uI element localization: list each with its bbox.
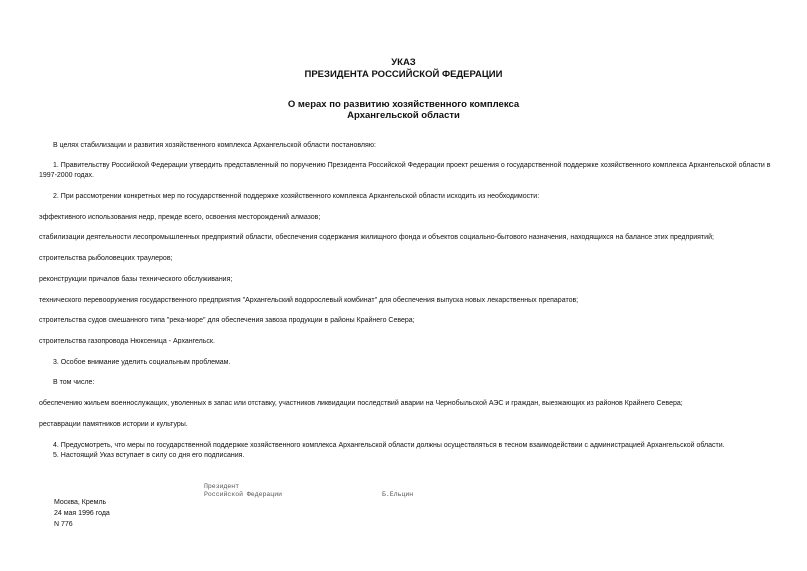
list-item: реконструкции причалов базы технического обслуживания; — [39, 276, 233, 283]
subtitle-line-1: О мерах по развитию хозяйственного комплекса — [287, 99, 520, 110]
signature-position-line-1: Президент — [204, 483, 240, 490]
list-item: обеспечению жильем военнослужащих, уволенных в запас или отставку, участников ликвидации последствий аварии на Чернобыльской АЭС и граждан, выезжающих из районов Крайнего Севера; — [39, 400, 683, 407]
paragraph-1: 1. Правительству Российской Федерации утвердить представленный по поручению Президента Российской Федерации проект решения о государственной поддержке хозяйственного комплекса Архангельской области в 1997-2000 годах. — [39, 162, 771, 179]
list-item: технического перевооружения государственного предприятия "Архангельский водорослевый комбинат" для обеспечения выпуска новых лекарственных препаратов; — [39, 297, 579, 304]
signing-place: Москва, Кремль — [54, 499, 107, 506]
intro-paragraph: В целях стабилизации и развития хозяйственного комплекса Архангельской области постановляю: — [53, 142, 376, 149]
list-item: строительства газопровода Нюксеница - Архангельск. — [39, 338, 215, 345]
paragraph-3: 3. Особое внимание уделить социальным проблемам. — [53, 359, 231, 366]
paragraph-4: 4. Предусмотреть, что меры по государственной поддержке хозяйственного комплекса Архангельской области должны осуществляться в тесном взаимодействии с администрацией Архангельской области. — [53, 442, 725, 449]
paragraph-2: 2. При рассмотрении конкретных мер по государственной поддержке хозяйственного комплекса Архангельской области исходить из необходимости: — [53, 193, 540, 200]
title-line-2: ПРЕЗИДЕНТА РОССИЙСКОЙ ФЕДЕРАЦИИ — [304, 69, 503, 80]
decree-number: N 776 — [54, 521, 73, 528]
signature-name: Б.Ельцин — [382, 491, 414, 498]
list-item: строительства рыболовецких траулеров; — [39, 255, 173, 262]
signature-position-line-2: Российской Федерации — [204, 491, 283, 498]
subtitle-line-2: Архангельской области — [347, 110, 460, 121]
paragraph-3-note: В том числе: — [53, 379, 95, 386]
list-item: эффективного использования недр, прежде всего, освоения месторождений алмазов; — [39, 214, 321, 221]
signing-date: 24 мая 1996 года — [54, 510, 110, 517]
title-line-1: УКАЗ — [391, 57, 416, 68]
list-item: реставрации памятников истории и культуры. — [39, 421, 188, 428]
list-item: стабилизации деятельности лесопромышленных предприятий области, обеспечения содержания жилищного фонда и объектов социально-бытового назначения, находящихся на балансе этих предприятий; — [39, 234, 714, 241]
list-item: строительства судов смешанного типа "река-море" для обеспечения завоза продукции в районы Крайнего Севера; — [39, 317, 415, 324]
paragraph-5: 5. Настоящий Указ вступает в силу со дня его подписания. — [53, 452, 245, 459]
